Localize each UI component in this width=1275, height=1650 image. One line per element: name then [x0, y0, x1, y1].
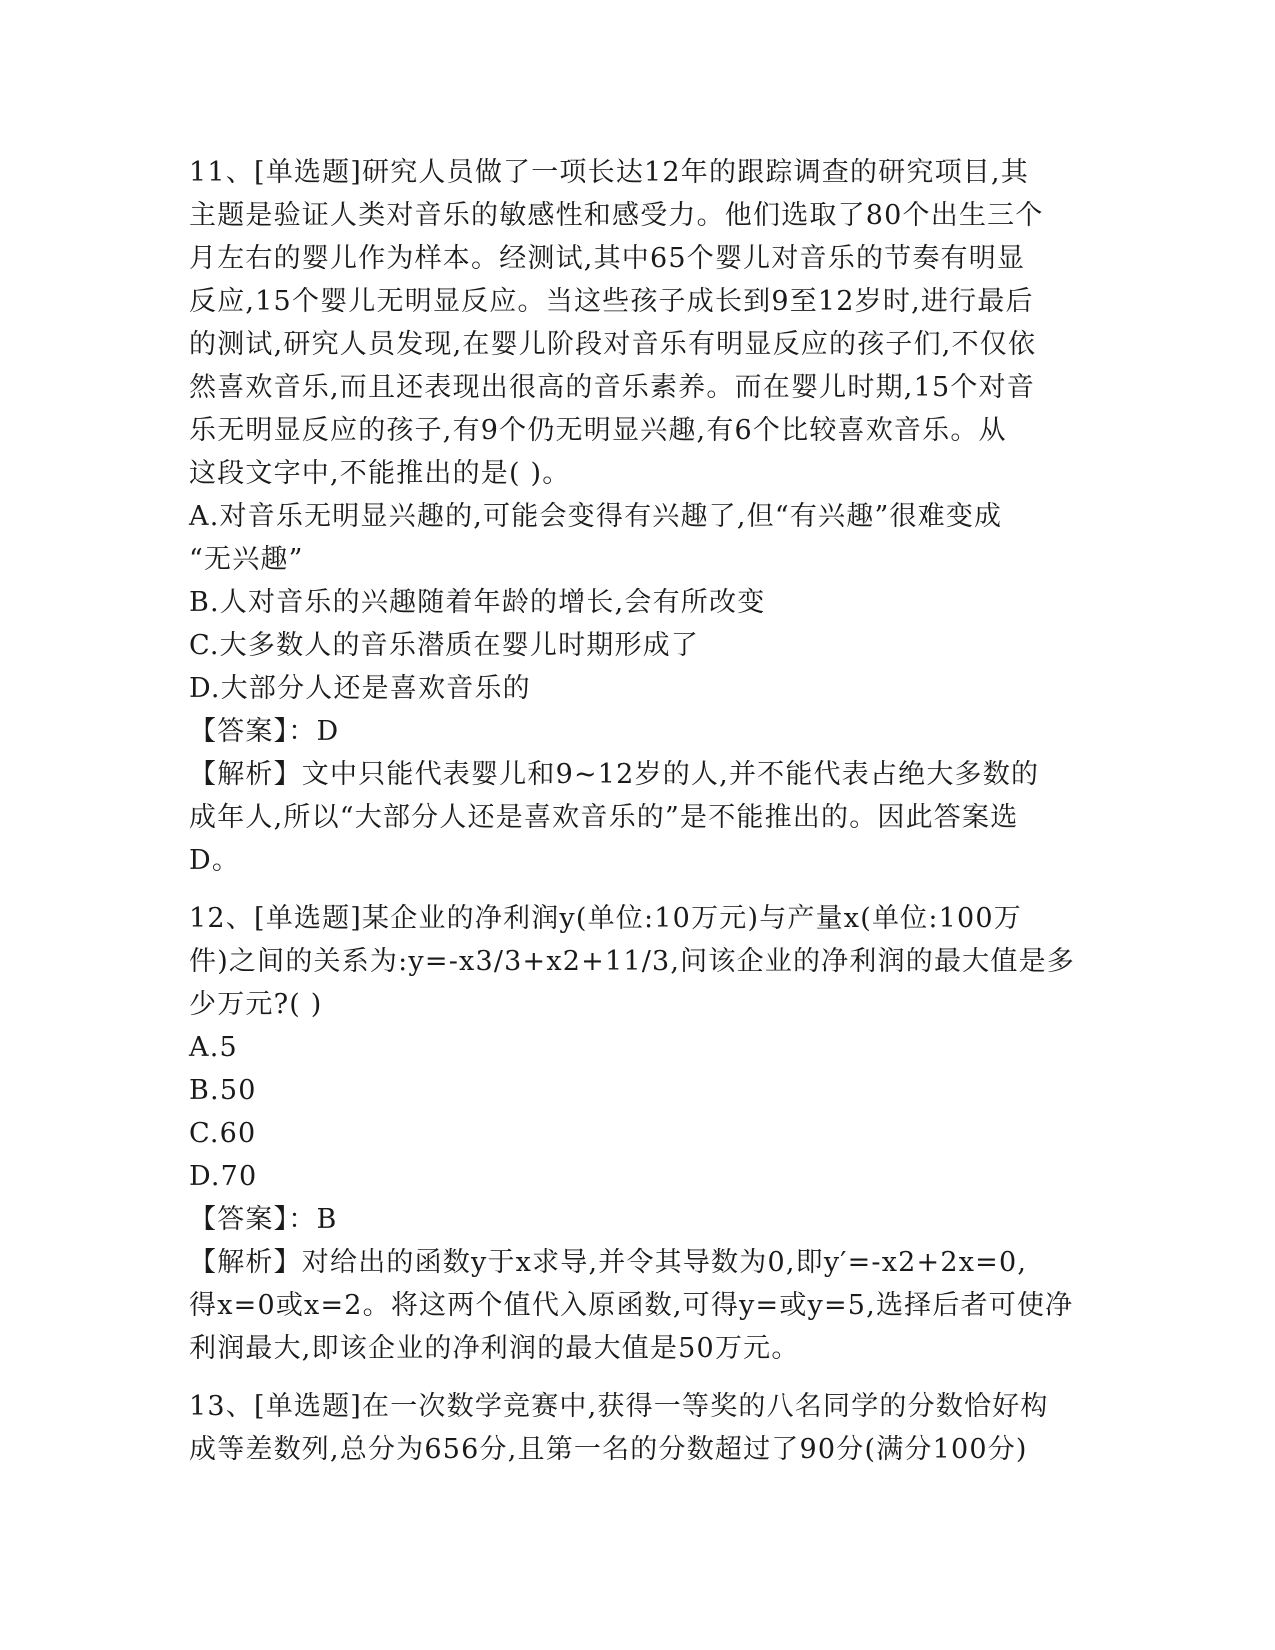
- answer-line: 【答案】：D: [189, 716, 340, 747]
- question-13: [189, 1385, 1084, 1471]
- question-stem-line: 12、[单选题]某企业的净利润y(单位:10万元)与产量x(单位:100万: [189, 903, 1022, 934]
- analysis-line: 【解析】文中只能代表婴儿和9~12岁的人,并不能代表占绝大多数的: [189, 759, 1040, 790]
- option-d: D.70: [189, 1161, 258, 1192]
- question-12: [189, 897, 1084, 1370]
- question-stem-line: 少万元?( ): [189, 989, 323, 1020]
- option-a-continued: “无兴趣”: [189, 544, 304, 575]
- option-b: B.人对音乐的兴趣随着年龄的增长,会有所改变: [189, 587, 766, 618]
- question-stem-line: 的测试,研究人员发现,在婴儿阶段对音乐有明显反应的孩子们,不仅依: [189, 329, 1037, 360]
- analysis-line: 得x=0或x=2。将这两个值代入原函数,可得y=或y=5,选择后者可使净: [189, 1290, 1074, 1321]
- question-stem-line: 主题是验证人类对音乐的敏感性和感受力。他们选取了80个出生三个: [189, 200, 1044, 231]
- option-d: D.大部分人还是喜欢音乐的: [189, 673, 531, 704]
- option-a: A.对音乐无明显兴趣的,可能会变得有兴趣了,但“有兴趣”很难变成: [189, 501, 1003, 532]
- option-b: B.50: [189, 1075, 257, 1106]
- option-c: C.大多数人的音乐潜质在婴儿时期形成了: [189, 630, 700, 661]
- question-stem-line: 然喜欢音乐,而且还表现出很高的音乐素养。而在婴儿时期,15个对音: [189, 372, 1035, 403]
- question-stem-line: 反应,15个婴儿无明显反应。当这些孩子成长到9至12岁时,进行最后: [189, 286, 1034, 317]
- question-stem-line: 13、[单选题]在一次数学竞赛中,获得一等奖的八名同学的分数恰好构: [189, 1391, 1049, 1422]
- question-stem-line: 这段文字中,不能推出的是( )。: [189, 458, 571, 489]
- analysis-line: D。: [189, 845, 241, 876]
- question-document: [189, 151, 1084, 1471]
- analysis-line: 成年人,所以“大部分人还是喜欢音乐的”是不能推出的。因此答案选: [189, 802, 1019, 833]
- question-stem-line: 成等差数列,总分为656分,且第一名的分数超过了90分(满分100分): [189, 1434, 1028, 1465]
- question-11: [189, 151, 1084, 882]
- analysis-line: 利润最大,即该企业的净利润的最大值是50万元。: [189, 1333, 800, 1364]
- answer-line: 【答案】：B: [189, 1204, 338, 1235]
- option-a: A.5: [189, 1032, 238, 1063]
- option-c: C.60: [189, 1118, 257, 1149]
- question-stem-line: 月左右的婴儿作为样本。经测试,其中65个婴儿对音乐的节奏有明显: [189, 243, 1026, 274]
- question-gap: [189, 882, 1084, 897]
- question-stem-line: 件)之间的关系为:y=-x3/3+x2+11/3,问该企业的净利润的最大值是多: [189, 946, 1075, 977]
- question-stem-line: 乐无明显反应的孩子,有9个仍无明显兴趣,有6个比较喜欢音乐。从: [189, 415, 1007, 446]
- question-gap: [189, 1370, 1084, 1385]
- analysis-line: 【解析】对给出的函数y于x求导,并令其导数为0,即y′=-x2+2x=0,: [189, 1247, 1028, 1278]
- question-stem-line: 11、[单选题]研究人员做了一项长达12年的跟踪调查的研究项目,其: [189, 157, 1029, 188]
